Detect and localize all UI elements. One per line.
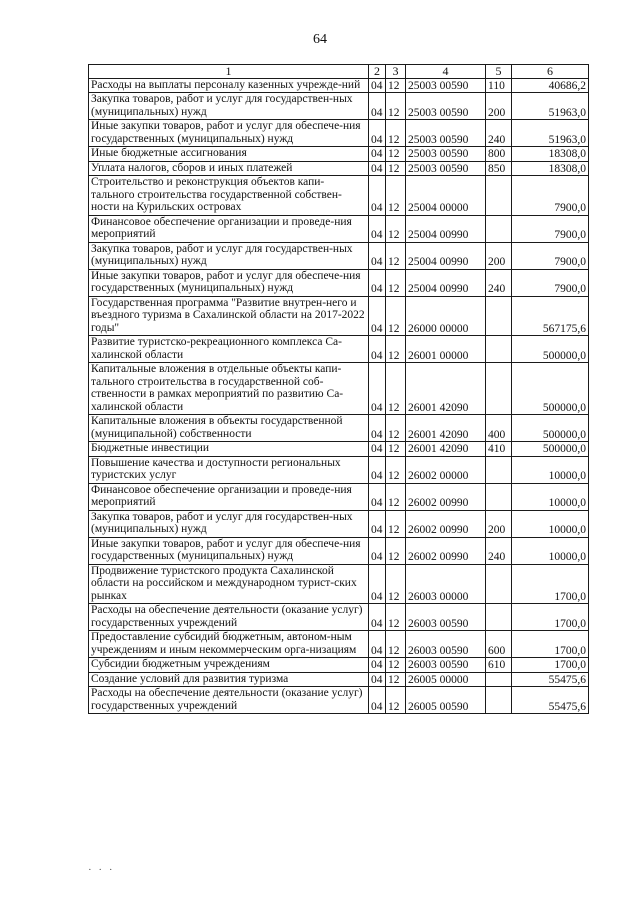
column-header: 3 <box>386 65 406 79</box>
row-subsection-cell: 12 <box>386 363 406 415</box>
row-amount-cell: 10000,0 <box>512 483 589 510</box>
table-row <box>89 631 589 658</box>
row-name-cell: Иные закупки товаров, работ и услуг для обеспече-ния государственных (муниципальных) нужд <box>89 120 369 147</box>
row-subsection-cell: 12 <box>386 658 406 673</box>
table-row <box>89 658 589 673</box>
row-section-cell: 04 <box>369 604 386 631</box>
row-expense-type-cell <box>486 296 512 336</box>
row-expense-type-cell: 200 <box>486 93 512 120</box>
row-amount-cell: 500000,0 <box>512 442 589 457</box>
row-expense-type-cell <box>486 363 512 415</box>
row-subsection-cell: 12 <box>386 336 406 363</box>
row-subsection-cell: 12 <box>386 147 406 162</box>
row-amount-cell: 1700,0 <box>512 604 589 631</box>
row-name-cell: Расходы на обеспечение деятельности (оказание услуг) государственных учреждений <box>89 604 369 631</box>
row-subsection-cell: 12 <box>386 442 406 457</box>
row-amount-cell: 7900,0 <box>512 176 589 216</box>
row-expense-type-cell: 600 <box>486 631 512 658</box>
row-subsection-cell: 12 <box>386 631 406 658</box>
row-expense-type-cell: 110 <box>486 78 512 93</box>
row-target-code-cell: 26005 00000 <box>406 672 486 687</box>
row-name-cell: Капитальные вложения в отдельные объекты капи-тального строительства в государственной соб-ственности в рамках мероприятий по развитию Са-халинской области <box>89 363 369 415</box>
row-section-cell: 04 <box>369 93 386 120</box>
column-header: 1 <box>89 65 369 79</box>
row-target-code-cell: 26003 00590 <box>406 631 486 658</box>
table-row <box>89 442 589 457</box>
row-subsection-cell: 12 <box>386 78 406 93</box>
row-amount-cell: 567175,6 <box>512 296 589 336</box>
row-subsection-cell: 12 <box>386 242 406 269</box>
row-amount-cell: 18308,0 <box>512 161 589 176</box>
row-target-code-cell: 25004 00000 <box>406 176 486 216</box>
row-section-cell: 04 <box>369 415 386 442</box>
row-expense-type-cell <box>486 604 512 631</box>
row-name-cell: Субсидии бюджетным учреждениям <box>89 658 369 673</box>
table-row <box>89 604 589 631</box>
row-expense-type-cell <box>486 336 512 363</box>
row-target-code-cell: 26001 42090 <box>406 363 486 415</box>
row-amount-cell: 7900,0 <box>512 215 589 242</box>
table-row <box>89 147 589 162</box>
row-target-code-cell: 26001 42090 <box>406 415 486 442</box>
row-amount-cell: 51963,0 <box>512 93 589 120</box>
row-expense-type-cell: 400 <box>486 415 512 442</box>
page-number: 64 <box>313 32 327 47</box>
row-name-cell: Государственная программа "Развитие внутрен-него и въездного туризма в Сахалинской области на 2017-2022 годы" <box>89 296 369 336</box>
row-expense-type-cell <box>486 456 512 483</box>
table-header-row <box>89 65 589 79</box>
row-subsection-cell: 12 <box>386 564 406 604</box>
row-expense-type-cell: 610 <box>486 658 512 673</box>
row-amount-cell: 1700,0 <box>512 631 589 658</box>
row-name-cell: Иные закупки товаров, работ и услуг для обеспече-ния государственных (муниципальных) нужд <box>89 269 369 296</box>
row-expense-type-cell <box>486 176 512 216</box>
row-amount-cell: 55475,6 <box>512 687 589 714</box>
table-row <box>89 176 589 216</box>
table-row <box>89 537 589 564</box>
row-amount-cell: 7900,0 <box>512 242 589 269</box>
budget-table <box>88 64 589 714</box>
row-section-cell: 04 <box>369 672 386 687</box>
row-section-cell: 04 <box>369 296 386 336</box>
row-amount-cell: 500000,0 <box>512 336 589 363</box>
row-target-code-cell: 25003 00590 <box>406 93 486 120</box>
row-expense-type-cell: 850 <box>486 161 512 176</box>
row-name-cell: Повышение качества и доступности региональных туристских услуг <box>89 456 369 483</box>
row-amount-cell: 51963,0 <box>512 120 589 147</box>
row-section-cell: 04 <box>369 269 386 296</box>
row-target-code-cell: 26003 00590 <box>406 604 486 631</box>
row-target-code-cell: 26002 00990 <box>406 483 486 510</box>
row-amount-cell: 500000,0 <box>512 415 589 442</box>
row-section-cell: 04 <box>369 483 386 510</box>
row-target-code-cell: 25003 00590 <box>406 78 486 93</box>
row-section-cell: 04 <box>369 687 386 714</box>
row-name-cell: Закупка товаров, работ и услуг для государствен-ных (муниципальных) нужд <box>89 93 369 120</box>
table-row <box>89 564 589 604</box>
row-section-cell: 04 <box>369 510 386 537</box>
row-target-code-cell: 26005 00590 <box>406 687 486 714</box>
table-row <box>89 456 589 483</box>
row-section-cell: 04 <box>369 215 386 242</box>
row-section-cell: 04 <box>369 363 386 415</box>
row-amount-cell: 500000,0 <box>512 363 589 415</box>
row-section-cell: 04 <box>369 242 386 269</box>
row-expense-type-cell <box>486 483 512 510</box>
row-amount-cell: 1700,0 <box>512 658 589 673</box>
row-expense-type-cell: 240 <box>486 537 512 564</box>
row-name-cell: Закупка товаров, работ и услуг для государствен-ных (муниципальных) нужд <box>89 242 369 269</box>
row-amount-cell: 40686,2 <box>512 78 589 93</box>
row-subsection-cell: 12 <box>386 93 406 120</box>
table-row <box>89 483 589 510</box>
footer-mark: · · · <box>88 864 115 876</box>
row-name-cell: Капитальные вложения в объекты государственной (муниципальной) собственности <box>89 415 369 442</box>
table-row <box>89 120 589 147</box>
row-subsection-cell: 12 <box>386 161 406 176</box>
row-section-cell: 04 <box>369 631 386 658</box>
row-target-code-cell: 26000 00000 <box>406 296 486 336</box>
row-name-cell: Создание условий для развития туризма <box>89 672 369 687</box>
row-target-code-cell: 26001 42090 <box>406 442 486 457</box>
row-target-code-cell: 25004 00990 <box>406 269 486 296</box>
row-subsection-cell: 12 <box>386 415 406 442</box>
table-row <box>89 363 589 415</box>
row-subsection-cell: 12 <box>386 483 406 510</box>
row-subsection-cell: 12 <box>386 510 406 537</box>
row-subsection-cell: 12 <box>386 120 406 147</box>
table-row <box>89 672 589 687</box>
row-name-cell: Расходы на обеспечение деятельности (оказание услуг) государственных учреждений <box>89 687 369 714</box>
column-header: 5 <box>486 65 512 79</box>
row-name-cell: Развитие туристско-рекреационного комплекса Са-халинской области <box>89 336 369 363</box>
row-name-cell: Иные бюджетные ассигнования <box>89 147 369 162</box>
row-expense-type-cell: 240 <box>486 269 512 296</box>
row-amount-cell: 10000,0 <box>512 510 589 537</box>
table-row <box>89 415 589 442</box>
column-header: 6 <box>512 65 589 79</box>
row-name-cell: Продвижение туристского продукта Сахалинской области на российском и международном турист-ских рынках <box>89 564 369 604</box>
row-target-code-cell: 26002 00990 <box>406 537 486 564</box>
row-section-cell: 04 <box>369 120 386 147</box>
row-name-cell: Строительство и реконструкция объектов капи-тального строительства государственной собствен-ности на Курильских островах <box>89 176 369 216</box>
row-expense-type-cell <box>486 215 512 242</box>
row-expense-type-cell <box>486 672 512 687</box>
row-target-code-cell: 26002 00990 <box>406 510 486 537</box>
row-name-cell: Расходы на выплаты персоналу казенных учрежде-ний <box>89 78 369 93</box>
table-row <box>89 687 589 714</box>
column-header: 2 <box>369 65 386 79</box>
row-target-code-cell: 25003 00590 <box>406 147 486 162</box>
row-expense-type-cell: 200 <box>486 510 512 537</box>
row-section-cell: 04 <box>369 456 386 483</box>
row-subsection-cell: 12 <box>386 269 406 296</box>
row-expense-type-cell: 800 <box>486 147 512 162</box>
row-section-cell: 04 <box>369 658 386 673</box>
table-row <box>89 296 589 336</box>
row-name-cell: Иные закупки товаров, работ и услуг для обеспече-ния государственных (муниципальных) нужд <box>89 537 369 564</box>
row-expense-type-cell <box>486 564 512 604</box>
row-subsection-cell: 12 <box>386 687 406 714</box>
row-target-code-cell: 25003 00590 <box>406 120 486 147</box>
row-subsection-cell: 12 <box>386 537 406 564</box>
row-section-cell: 04 <box>369 442 386 457</box>
row-subsection-cell: 12 <box>386 672 406 687</box>
row-name-cell: Закупка товаров, работ и услуг для государствен-ных (муниципальных) нужд <box>89 510 369 537</box>
row-section-cell: 04 <box>369 176 386 216</box>
row-expense-type-cell <box>486 687 512 714</box>
row-name-cell: Бюджетные инвестиции <box>89 442 369 457</box>
table-row <box>89 215 589 242</box>
row-target-code-cell: 26001 00000 <box>406 336 486 363</box>
row-section-cell: 04 <box>369 537 386 564</box>
table-row <box>89 510 589 537</box>
row-amount-cell: 10000,0 <box>512 537 589 564</box>
table-row <box>89 269 589 296</box>
table-row <box>89 93 589 120</box>
row-name-cell: Предоставление субсидий бюджетным, автоном-ным учреждениям и иным некоммерческим орга-низациям <box>89 631 369 658</box>
row-section-cell: 04 <box>369 564 386 604</box>
row-subsection-cell: 12 <box>386 176 406 216</box>
row-amount-cell: 7900,0 <box>512 269 589 296</box>
table-row <box>89 161 589 176</box>
row-amount-cell: 55475,6 <box>512 672 589 687</box>
row-target-code-cell: 26002 00000 <box>406 456 486 483</box>
row-section-cell: 04 <box>369 78 386 93</box>
row-subsection-cell: 12 <box>386 604 406 631</box>
row-target-code-cell: 25004 00990 <box>406 215 486 242</box>
row-expense-type-cell: 410 <box>486 442 512 457</box>
row-name-cell: Уплата налогов, сборов и иных платежей <box>89 161 369 176</box>
row-amount-cell: 18308,0 <box>512 147 589 162</box>
row-amount-cell: 1700,0 <box>512 564 589 604</box>
row-target-code-cell: 26003 00000 <box>406 564 486 604</box>
row-section-cell: 04 <box>369 336 386 363</box>
row-expense-type-cell: 200 <box>486 242 512 269</box>
row-subsection-cell: 12 <box>386 456 406 483</box>
table-row <box>89 242 589 269</box>
row-section-cell: 04 <box>369 161 386 176</box>
row-name-cell: Финансовое обеспечение организации и проведе-ния мероприятий <box>89 483 369 510</box>
row-subsection-cell: 12 <box>386 296 406 336</box>
row-target-code-cell: 26003 00590 <box>406 658 486 673</box>
row-target-code-cell: 25003 00590 <box>406 161 486 176</box>
row-section-cell: 04 <box>369 147 386 162</box>
row-subsection-cell: 12 <box>386 215 406 242</box>
row-name-cell: Финансовое обеспечение организации и проведе-ния мероприятий <box>89 215 369 242</box>
table-row <box>89 78 589 93</box>
row-amount-cell: 10000,0 <box>512 456 589 483</box>
row-target-code-cell: 25004 00990 <box>406 242 486 269</box>
column-header: 4 <box>406 65 486 79</box>
row-expense-type-cell: 240 <box>486 120 512 147</box>
table-row <box>89 336 589 363</box>
